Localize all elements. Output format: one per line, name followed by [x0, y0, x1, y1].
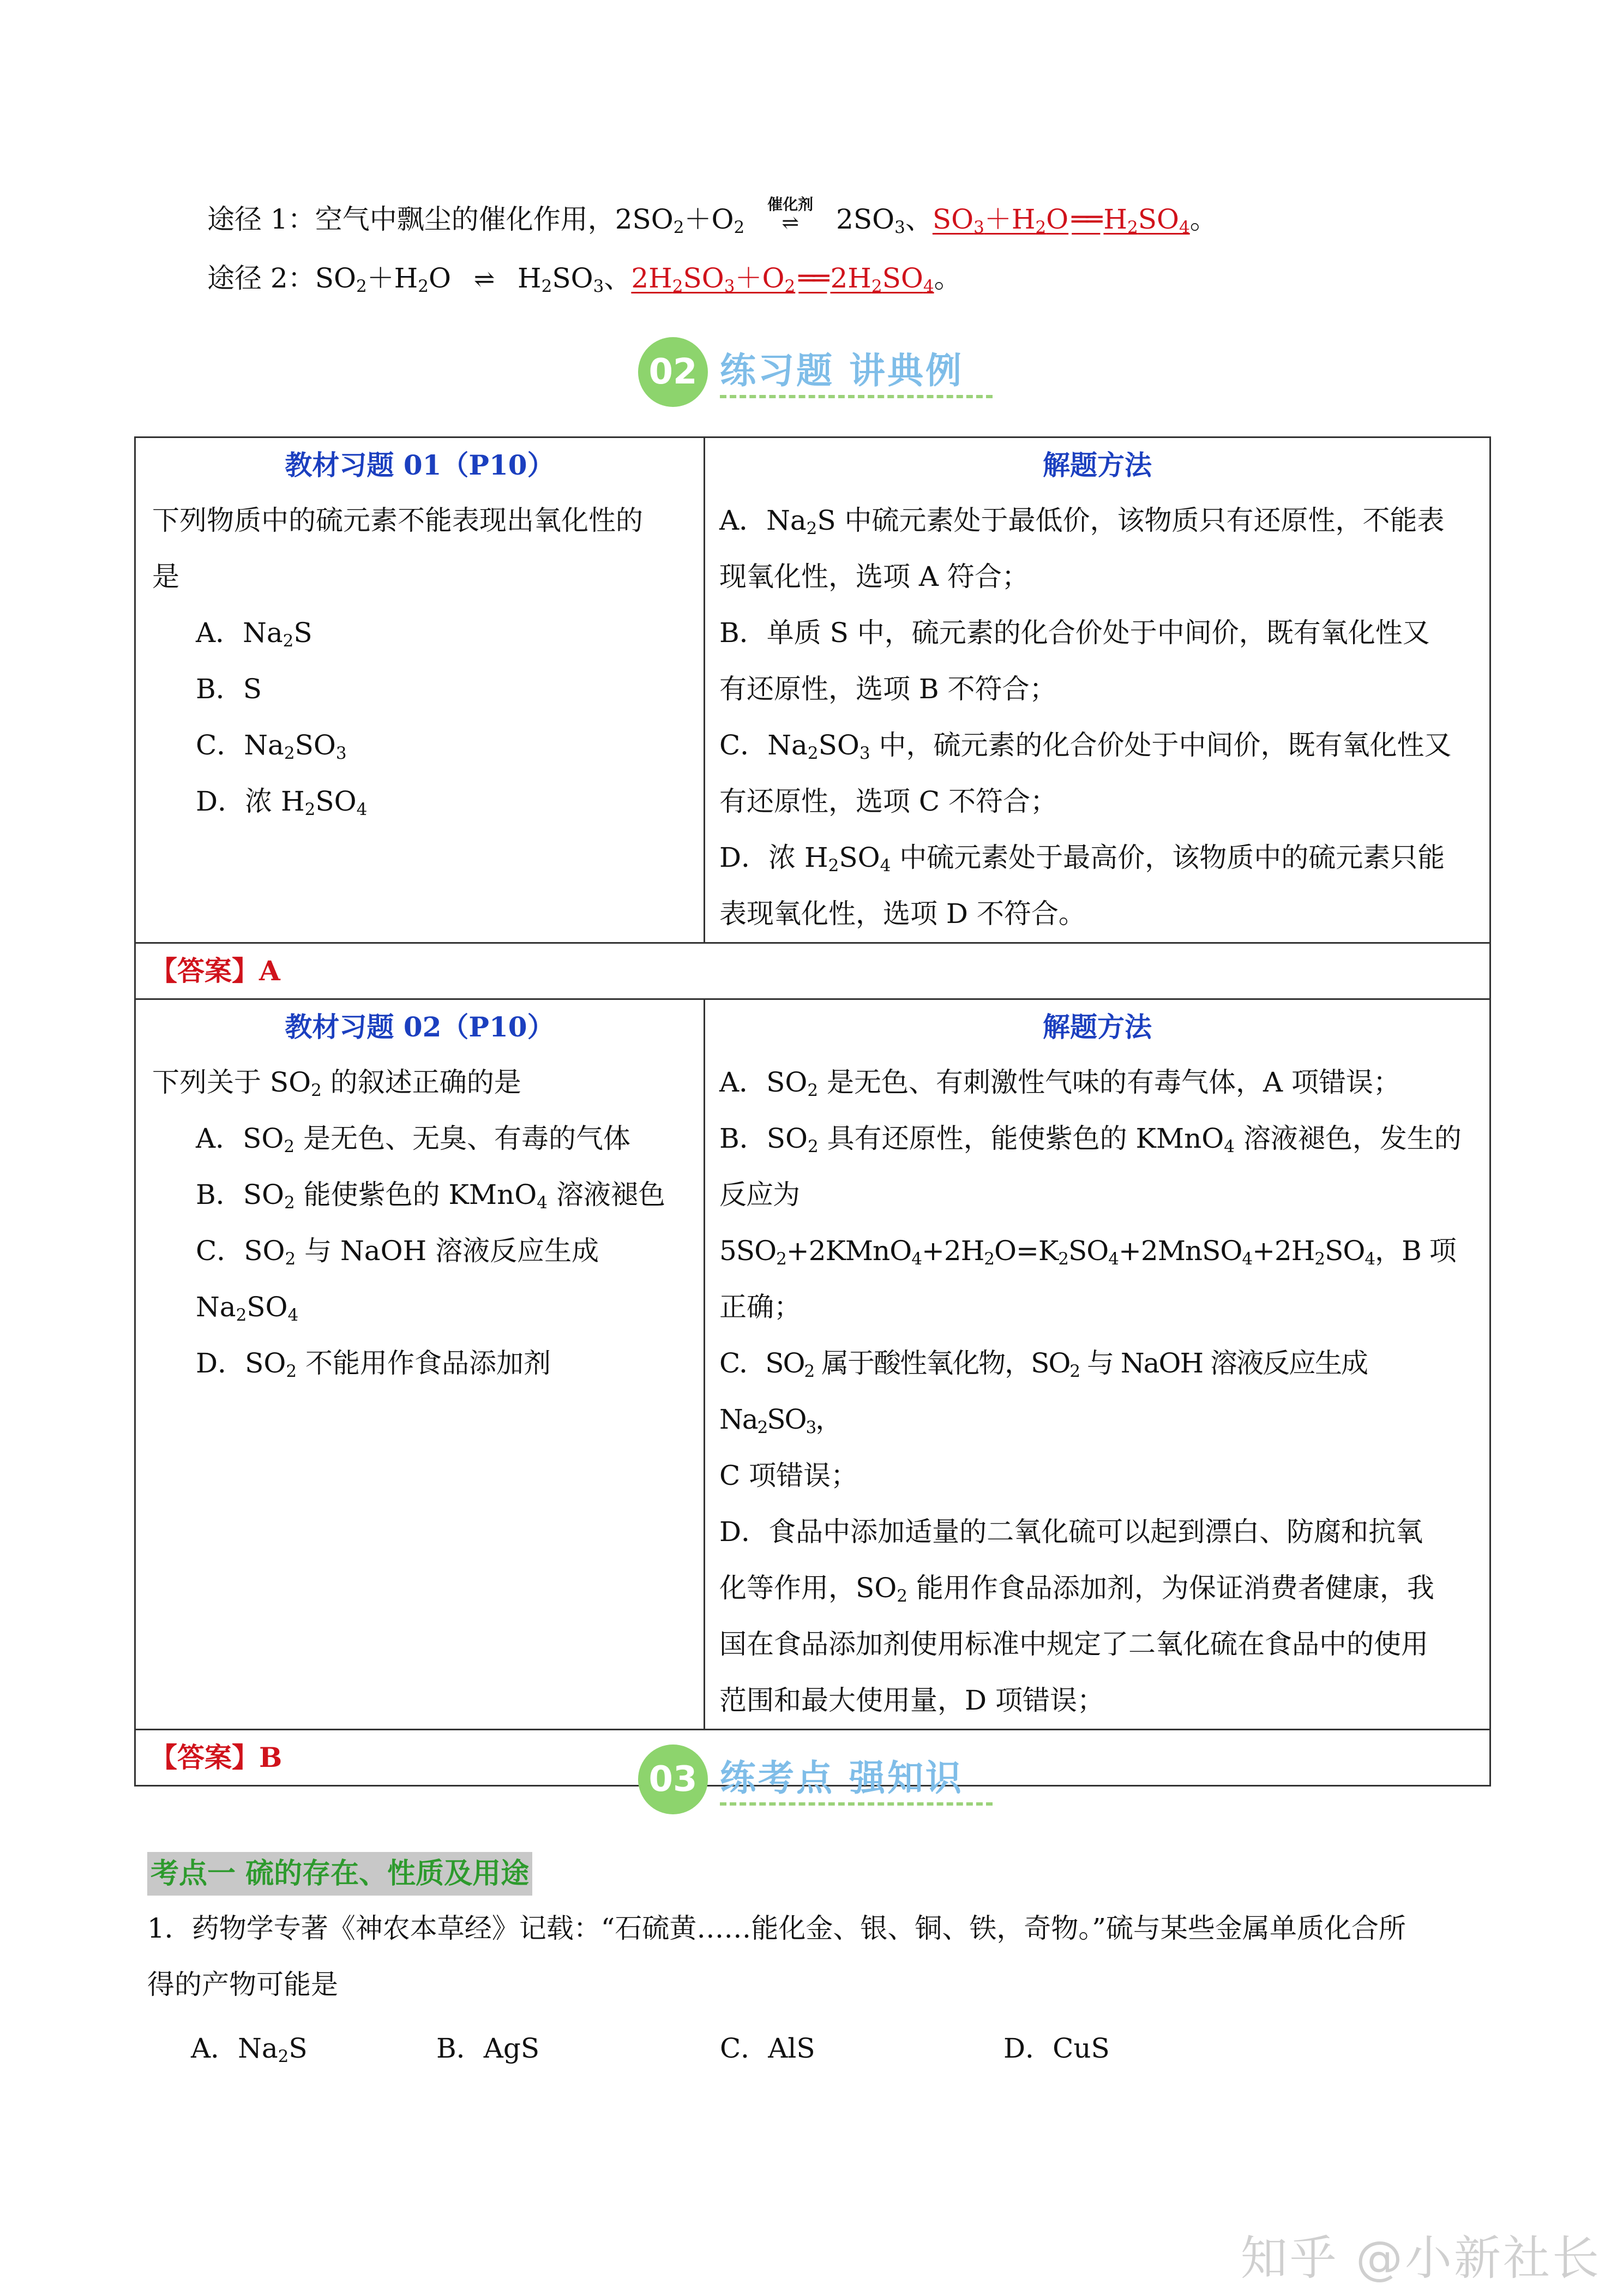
route1-red-equation: $SO_3+H_2O$ ══ $H_2SO_4$: [932, 203, 1190, 237]
section-number: 03: [638, 1745, 708, 1814]
method-line: C 项错误；: [719, 1460, 858, 1491]
question1-option-b: B．AgS: [436, 2033, 540, 2064]
reversible-arrow-icon: ⇌: [473, 264, 495, 293]
reversible-arrow-icon: ⇌: [782, 211, 800, 235]
problem1-method-cell: [705, 438, 1489, 942]
problem2-question-line: 下列关于 $SO_2$ 的叙述正确的是: [152, 1066, 521, 1100]
banner-underline: [720, 1802, 993, 1806]
problem1-header: 教材习题 01（P10）: [285, 449, 555, 481]
catalyst-arrow: [758, 195, 823, 235]
method-line: D．食品中添加适量的二氧化硫可以起到漂白、防腐和抗氧: [719, 1516, 1423, 1548]
problem1-question-line: 是: [152, 561, 179, 592]
problem2-question-cell: [136, 1000, 705, 1729]
route2-line: 途径 2：$SO_2+H_2O$ ⇌ $H_2SO_3$、$2H_2SO_3+O_2$ ══ $2H_2SO_4$。: [207, 262, 961, 296]
problem1-option-b: B．S: [196, 673, 262, 705]
question1-option-c: C．AlS: [720, 2033, 815, 2064]
problem1-answer-row: [136, 944, 1489, 1000]
method-line: 现氧化性，选项 A 符合；: [719, 561, 1029, 592]
method-line: A．$SO_2$ 是无色、有刺激性气味的有毒气体，A 项错误；: [719, 1066, 1400, 1100]
problem2-option-a: A．$SO_2$ 是无色、无臭、有毒的气体: [196, 1123, 630, 1156]
method-line: C．$SO_2$ 属于酸性氧化物，$SO_2$ 与 NaOH 溶液反应生成 $Na_2SO_3$，: [719, 1347, 1367, 1437]
problem2-method-header: 解题方法: [1043, 1011, 1152, 1043]
method-line: 范围和最大使用量，D 项错误；: [719, 1684, 1104, 1716]
method-line: 化等作用，$SO_2$ 能用作食品添加剂，为保证消费者健康，我: [719, 1572, 1434, 1606]
method-line: B．单质 S 中，硫元素的化合价处于中间价，既有氧化性又: [719, 617, 1430, 649]
catalyst-label: 催化剂: [767, 195, 814, 213]
route1-line: 途径 1：空气中飘尘的催化作用，$2SO_2+O_2$ 催化剂 ⇌ $2SO_3$、$SO_3+H_2O$ ══ $H_2SO_4$。: [207, 195, 1217, 237]
question1-option-a: A．$Na_2S$: [191, 2033, 308, 2066]
problem1-answer: 【答案】A: [150, 955, 280, 987]
route1-product: $2SO_3$、: [836, 203, 933, 237]
problem2-answer: 【答案】B: [150, 1741, 282, 1773]
problem2-option-b: B．$SO_2$ 能使紫色的 KMnO$_4$ 溶液褪色: [196, 1179, 665, 1213]
method-line: C．$Na_2SO_3$ 中，硫元素的化合价处于中间价，既有氧化性又: [719, 729, 1452, 763]
route2-product: $H_2SO_3$、: [518, 262, 632, 296]
section-banner-03: [638, 1735, 1009, 1817]
question1-stem-line: 1．药物学专著《神农本草经》记载：“石硫黄……能化金、银、铜、铁，奇物。”硫与某些金属单质化合所: [147, 1913, 1406, 1944]
banner-underline: [720, 395, 993, 398]
method-line: 国在食品添加剂使用标准中规定了二氧化硫在食品中的使用: [719, 1628, 1428, 1660]
section-number: 02: [638, 337, 708, 407]
route1-text: 途径 1：空气中飘尘的催化作用，$2SO_2+O_2$: [207, 203, 745, 237]
problem1-method-header: 解题方法: [1043, 449, 1152, 481]
problem2-option-d: D．$SO_2$ 不能用作食品添加剂: [196, 1347, 551, 1381]
problem1-option-a: A．$Na_2S$: [196, 617, 312, 651]
question1-option-d: D．CuS: [1003, 2033, 1110, 2064]
section-banner-02: [638, 327, 1009, 409]
section-title: 练习题 讲典例: [720, 350, 964, 392]
watermark: 知乎 @小新社长: [1240, 2231, 1601, 2286]
problem1-option-c: C．$Na_2SO_3$: [196, 729, 347, 763]
method-line: 正确；: [719, 1291, 801, 1323]
route2-text: 途径 2：$SO_2+H_2O$: [207, 262, 452, 296]
method-line: 有还原性，选项 C 不符合；: [719, 786, 1058, 817]
problem2-row: [136, 1000, 1489, 1730]
problem2-header: 教材习题 02（P10）: [285, 1011, 555, 1043]
route2-red-equation: $2H_2SO_3+O_2$ ══ $2H_2SO_4$: [631, 262, 934, 296]
method-line: 反应为 $5SO_2+2KMnO_4+2H_2O=K_2SO_4+2MnSO_4+2H_2SO_4$，B 项: [719, 1179, 1456, 1269]
kaodian-heading: 考点一 硫的存在、性质及用途: [147, 1852, 532, 1896]
method-line: A．$Na_2S$ 中硫元素处于最低价，该物质只有还原性，不能表: [719, 505, 1445, 538]
method-line: 表现氧化性，选项 D 不符合。: [719, 898, 1086, 930]
section-title: 练考点 强知识: [720, 1757, 964, 1799]
problem1-row: [136, 438, 1489, 944]
problem2-option-c: C．$SO_2$ 与 NaOH 溶液反应生成 $Na_2SO_4$: [196, 1235, 599, 1325]
problem1-option-d: D．浓 $H_2SO_4$: [196, 786, 368, 819]
question1-stem-line: 得的产物可能是: [147, 1969, 338, 2000]
problem2-method-cell: [705, 1000, 1489, 1729]
problem1-question-line: 下列物质中的硫元素不能表现出氧化性的: [152, 505, 643, 536]
method-line: B．$SO_2$ 具有还原性，能使紫色的 KMnO$_4$ 溶液褪色，发生的: [719, 1123, 1462, 1156]
method-line: D．浓 $H_2SO_4$ 中硫元素处于最高价，该物质中的硫元素只能: [719, 842, 1445, 876]
problem-table: [134, 436, 1491, 1787]
method-line: 有还原性，选项 B 不符合；: [719, 673, 1057, 705]
problem1-question-cell: [136, 438, 705, 942]
